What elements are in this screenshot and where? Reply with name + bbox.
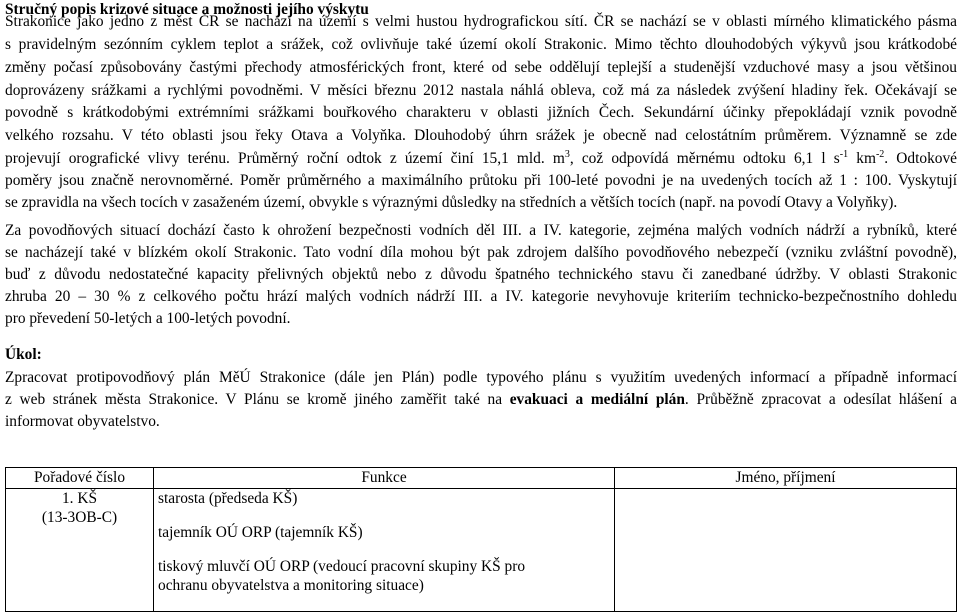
table-row [6, 489, 957, 612]
para2-line-5: pro převedení 50-letých a 100-letých povodní. [5, 310, 291, 327]
body-line-2: s pravidelným sezónním cyklem teplot a srážek, což ovlivňuje také území okolí Strakonic. Mimo těchto dlouhodobých výkyvů jsou krátkodobé [5, 36, 957, 53]
task-line-3: informovat obyvatelstvo. [5, 413, 160, 430]
order-code: (13-3OB-C) [41, 509, 118, 526]
para2-line-4: zhruba 20 – 30 % z celkového počtu hrází malých vodních nádrží III. a IV. kategorie nevyhovuje kriteriím technicko-bezpečnostního dohledu [5, 288, 957, 305]
order-number-cell [6, 489, 154, 612]
task-label: Úkol: [5, 346, 42, 363]
function-spokesperson-cont: ochranu obyvatelstva a monitoring situace) [158, 577, 424, 594]
task-line-2-text: z web stránek města Strakonice. V Plánu se kromě jiného zaměřit také na [5, 391, 510, 408]
function-cell [154, 489, 615, 612]
para2-line-3: buď z důvodu nedostatečné kapacity přelivných objektů nebo z důvodu špatného technického stavu či zanedbané údržby. V oblasti Strakonic [5, 266, 957, 283]
header-name: Jméno, příjmení [615, 468, 957, 489]
body-line-7 [5, 149, 957, 169]
task-line-2-end: . Průběžně zpracovat a odesílat hlášení a [684, 391, 957, 408]
function-spokesperson: tiskový mluvčí OÚ ORP (vedoucí pracovní skupiny KŠ pro [158, 558, 526, 575]
cubic-superscript: 3 [564, 148, 570, 160]
task-line-2-bold: evakuaci a mediální plán [509, 391, 685, 408]
line7-after: . Odtokové [884, 150, 957, 167]
body-line-6: velkého rozsahu. V této oblasti jsou řeky Otava a Volyňka. Dlouhodobý úhrn srážek je obecně nad celostátním průměrem. Významně se zde [5, 127, 957, 144]
crisis-staff-table [5, 467, 957, 612]
table-header-row [6, 468, 957, 489]
para2-line-2: se nacházejí také v blízkém okolí Strakonic. Tato vodní díla mohou být pak zdrojem dalšího povodňového nebezpečí (vzniku zvláštní povodně), [5, 244, 957, 261]
section-heading: Stručný popis krizové situace a možnosti jejího výskytu [5, 1, 369, 18]
task-line-2 [5, 390, 957, 410]
function-mayor: starosta (předseda KŠ) [158, 490, 298, 507]
body-line-3: změny počasí způsobovány častými přechody atmosférických front, které od sebe oddělují teplejší a studenější vzduchové masy a jsou většinou [5, 59, 957, 76]
body-line-4: doprovázeny srážkami a rychlými povodněmi. V měsíci březnu 2012 nastala náhlá obleva, což má za následek zvýšení hladiny řek. Očekávají se [5, 82, 957, 99]
para2-line-1: Za povodňových situací dochází často k ohrožení bezpečnosti vodních děl III. a IV. kategorie, zejména malých vodních nádrží a rybníků, které [5, 222, 957, 239]
task-line-1: Zpracovat protipovodňový plán MěÚ Strakonice (dále jen Plán) podle typového plánu s využitím uvedených informací a případně informací [5, 369, 957, 386]
header-order-number: Pořadové číslo [6, 468, 154, 489]
line7-km: km [848, 150, 876, 167]
body-line-5: povodně s krátkodobými extrémními srážkami bouřkového charakteru v oblasti jižních Čech. Sekundární účinky přepokládají vznik povodně [5, 104, 957, 121]
body-line-8: poměry jsou značně nerovnoměrné. Poměr průměrného a maximálního průtoku při 100-leté povodni je na uvedených tocích až 1 : 100. Vyskytují [5, 172, 957, 189]
per-second-superscript: -1 [839, 148, 849, 160]
header-function: Funkce [154, 468, 615, 489]
per-km2-superscript: -2 [875, 148, 885, 160]
order-number: 1. KŠ [61, 490, 98, 507]
line7-middle: , což odpovídá měrnému odtoku 6,1 l s [569, 150, 840, 167]
line7-before: projevují orografické vlivy terénu. Průměrný roční odtok z území činí 15,1 mld. m [5, 150, 565, 167]
function-secretary: tajemník OÚ ORP (tajemník KŠ) [158, 524, 363, 541]
body-line-1: Strakonice jako jedno z měst ČR se nachází na území s velmi hustou hydrografickou sítí. ČR se nachází se v oblasti mírného klimatického pásma [5, 13, 957, 30]
name-cell[interactable] [615, 489, 957, 612]
body-line-9: se zpravidla na všech tocích v zasaženém území, obvykle s výraznými důsledky na středních a větších tocích (např. na povodí Otavy a Volyňky). [5, 194, 898, 211]
